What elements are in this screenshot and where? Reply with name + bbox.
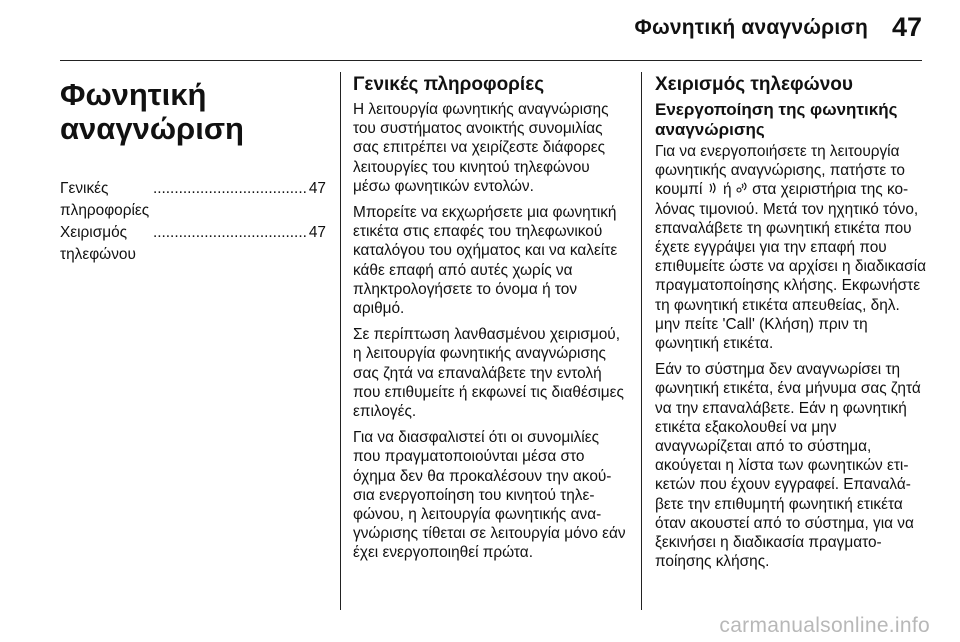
paragraph: Μπορείτε να εκχωρήσετε μια φωνητική ετικέτα στις επαφές του τηλεφωνικού καταλόγου του οχήματος και να καλείτε κάθε επαφή από αυτές χωρίς να πληκτρολογήσετε το όνομα ή τον αριθμό.: [353, 204, 618, 318]
toc-entry[interactable]: [60, 222, 326, 266]
subsection-title-activation: Ενεργοποίηση της φωνητικής αναγνώρισης: [655, 100, 898, 139]
toc-entry-label: Γενικές πληροφορίες: [60, 180, 150, 219]
voice-control-icon: [736, 180, 748, 199]
voice-button-icon: [707, 180, 719, 199]
paragraph-text: στα χειριστήρια της κολόνας τιμονιού. Μετά τον ηχητικό τόνο, επαναλάβετε τη φωνητική ετικέτα που έχετε εγγράψει για την επαφή που επιθυμείτε ώστε να αρχίσει η διαδικασία πραγματοποίησης κλήσης. Εκφωνήστε τη φωνητική ετικέτα απευθείας, δηλ. μην πείτε 'Call' (Κλήση) πριν τη φωνητική ετικέτα.: [655, 181, 926, 353]
phone-operation-column: [655, 72, 927, 578]
chapter-title-line-1: Φωνητική: [60, 77, 207, 112]
toc-entry-label: Χειρισμός τηλεφώνου: [60, 224, 136, 263]
paragraph: Σε περίπτωση λανθασμένου χειρισμού, η λειτουργία φωνητικής αναγνώρισης σας ζητά να επαναλάβετε την εντολή που επιθυμείτε ή εκφωνεί τις διαθέσιμες επιλογές.: [353, 326, 624, 421]
toc-entry-page: 47: [308, 224, 326, 241]
paragraph-text: Για να ενεργοποιήσετε τη λειτουργία φωνητικής αναγνώρισης, πατήστε το κουμπί: [655, 143, 905, 199]
toc-entry-page: 47: [308, 180, 326, 197]
paragraph: Εάν το σύστημα δεν αναγνωρίσει τη φωνητική ετικέτα, ένα μήνυμα σας ζητά να την επαναλάβετε. Εάν η φωνητική ετικέτα εξακολουθεί να μην αναγνωρίζεται από το σύστημα, ακούγεται η λίστα των φωνητικών ετικετών που έχουν εγγραφεί. Επαναλάβετε την επιθυμητή φωνητική ετικέτα όταν ακουστεί από το σύστημα, για να ξεκινήσει η διαδικασία πραγματοποίησης κλήσης.: [655, 361, 921, 571]
paragraph: Η λειτουργία φωνητικής αναγνώρισης του συστήματος ανοικτής συνομιλίας σας επιτρέπει να χειρίζεστε διάφορες λειτουργίες του κινητού τηλεφώνου μέσω φωνητικών εντολών.: [353, 101, 609, 195]
paragraph: [655, 142, 927, 353]
running-title: Φωνητική αναγνώριση: [634, 16, 868, 39]
toc-entry[interactable]: [60, 178, 326, 222]
paragraph-text: ή: [722, 181, 732, 199]
page-number: 47: [891, 12, 922, 42]
header-rule: [60, 60, 922, 61]
toc-column: [60, 72, 326, 266]
section-title-general: Γενικές πληροφορίες: [353, 74, 545, 95]
column-divider-1: [340, 72, 341, 610]
chapter-title: [60, 78, 326, 146]
chapter-title-line-2: αναγνώριση: [60, 111, 244, 146]
toc-leader-dots: ....................................: [152, 224, 307, 241]
paragraph: Για να διασφαλιστεί ότι οι συνομιλίες που πραγματοποιούνται μέσα στο όχημα δεν θα προκαλέσουν την ακούσια ενεργοποίηση του κινητού τηλεφώνου, η λειτουργία φωνητικής αναγνώρισης τίθεται σε λειτουργία μόνο εάν έχει ενεργοποιηθεί πρώτα.: [353, 429, 626, 562]
toc-leader-dots: ....................................: [152, 180, 307, 197]
column-divider-2: [641, 72, 642, 610]
section-title-phone: Χειρισμός τηλεφώνου: [655, 74, 853, 95]
watermark: carmanualsonline.info: [719, 614, 930, 637]
general-info-column: [353, 72, 628, 570]
page-header: [0, 0, 960, 60]
